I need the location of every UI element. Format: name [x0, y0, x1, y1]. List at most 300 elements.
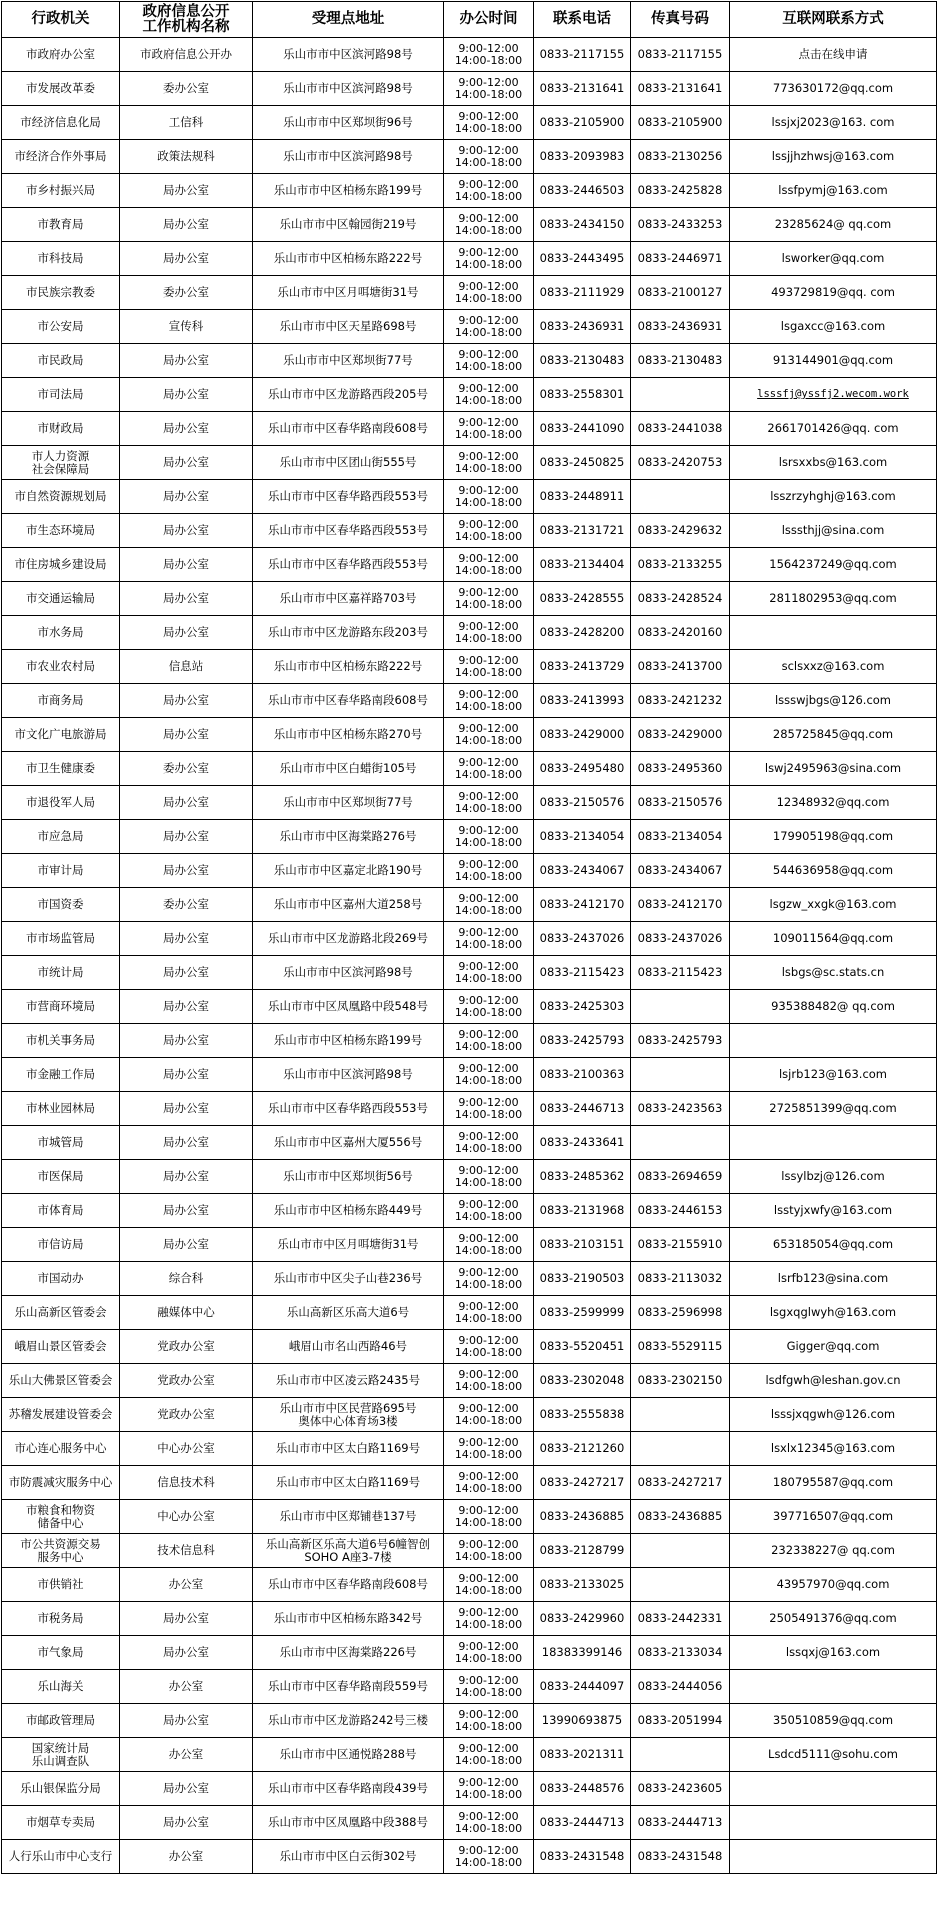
cell-hours: 9:00-12:00 14:00-18:00 — [444, 1670, 534, 1704]
table-row — [2, 1160, 937, 1194]
cell-agency: 市城管局 — [2, 1126, 120, 1160]
cell-agency: 市粮食和物资 储备中心 — [2, 1500, 120, 1534]
cell-office: 局办公室 — [120, 412, 253, 446]
cell-address: 乐山高新区乐高大道6号6幢智创 SOHO A座3-7楼 — [253, 1534, 444, 1568]
cell-office: 局办公室 — [120, 1636, 253, 1670]
table-row — [2, 786, 937, 820]
cell-phone: 0833-2190503 — [534, 1262, 631, 1296]
cell-address: 乐山市市中区柏杨东路449号 — [253, 1194, 444, 1228]
cell-address: 乐山市市中区凤凰路中段388号 — [253, 1806, 444, 1840]
cell-address: 乐山市市中区春华路南段559号 — [253, 1670, 444, 1704]
cell-hours: 9:00-12:00 14:00-18:00 — [444, 344, 534, 378]
cell-fax: 0833-2429632 — [631, 514, 730, 548]
table-body — [2, 38, 937, 1874]
cell-internet[interactable]: lsworker@qq.com — [730, 242, 937, 276]
cell-office: 局办公室 — [120, 242, 253, 276]
cell-fax — [631, 990, 730, 1024]
cell-phone: 0833-2428200 — [534, 616, 631, 650]
cell-phone: 0833-2434150 — [534, 208, 631, 242]
cell-phone: 0833-2131721 — [534, 514, 631, 548]
cell-phone: 0833-2130483 — [534, 344, 631, 378]
table-row — [2, 1840, 937, 1874]
cell-address: 乐山市市中区柏杨东路199号 — [253, 174, 444, 208]
cell-agency: 市国资委 — [2, 888, 120, 922]
cell-hours: 9:00-12:00 14:00-18:00 — [444, 1738, 534, 1772]
cell-phone: 0833-2413729 — [534, 650, 631, 684]
cell-hours: 9:00-12:00 14:00-18:00 — [444, 1024, 534, 1058]
cell-internet[interactable]: lssjjhzhwsj@163.com — [730, 140, 937, 174]
cell-internet — [730, 616, 937, 650]
cell-address: 乐山市市中区翰园街219号 — [253, 208, 444, 242]
cell-internet — [730, 1772, 937, 1806]
cell-phone: 0833-2121260 — [534, 1432, 631, 1466]
cell-office: 局办公室 — [120, 1160, 253, 1194]
cell-address: 乐山市市中区凌云路2435号 — [253, 1364, 444, 1398]
table-row — [2, 1228, 937, 1262]
cell-internet[interactable]: sclsxxz@163.com — [730, 650, 937, 684]
table-row — [2, 1500, 937, 1534]
table-row — [2, 990, 937, 1024]
cell-fax: 0833-2134054 — [631, 820, 730, 854]
cell-hours: 9:00-12:00 14:00-18:00 — [444, 820, 534, 854]
table-row — [2, 174, 937, 208]
cell-agency: 市公安局 — [2, 310, 120, 344]
cell-office: 局办公室 — [120, 174, 253, 208]
cell-agency: 市政府办公室 — [2, 38, 120, 72]
cell-office: 局办公室 — [120, 1228, 253, 1262]
cell-internet[interactable]: 773630172@qq.com — [730, 72, 937, 106]
cell-fax: 0833-2431548 — [631, 1840, 730, 1874]
cell-phone: 0833-2495480 — [534, 752, 631, 786]
cell-agency: 市生态环境局 — [2, 514, 120, 548]
cell-hours: 9:00-12:00 14:00-18:00 — [444, 412, 534, 446]
cell-address: 乐山市市中区海棠路276号 — [253, 820, 444, 854]
cell-fax — [631, 1126, 730, 1160]
cell-office: 局办公室 — [120, 480, 253, 514]
cell-office: 综合科 — [120, 1262, 253, 1296]
cell-internet[interactable]: 935388482@ qq.com — [730, 990, 937, 1024]
cell-internet[interactable]: 285725845@qq.com — [730, 718, 937, 752]
cell-internet[interactable]: lsrfb123@sina.com — [730, 1262, 937, 1296]
cell-address: 乐山市市中区滨河路98号 — [253, 1058, 444, 1092]
cell-office: 局办公室 — [120, 1126, 253, 1160]
cell-internet[interactable]: 397716507@qq.com — [730, 1500, 937, 1534]
cell-hours: 9:00-12:00 14:00-18:00 — [444, 1296, 534, 1330]
cell-office: 局办公室 — [120, 1602, 253, 1636]
cell-phone: 0833-2441090 — [534, 412, 631, 446]
cell-phone: 0833-2021311 — [534, 1738, 631, 1772]
cell-office: 局办公室 — [120, 684, 253, 718]
table-row — [2, 752, 937, 786]
cell-office: 工信科 — [120, 106, 253, 140]
cell-agency: 市税务局 — [2, 1602, 120, 1636]
cell-office: 办公室 — [120, 1840, 253, 1874]
cell-address: 乐山市市中区龙游路北段269号 — [253, 922, 444, 956]
cell-agency: 市邮政管理局 — [2, 1704, 120, 1738]
cell-phone: 0833-2485362 — [534, 1160, 631, 1194]
cell-agency: 市经济信息化局 — [2, 106, 120, 140]
cell-fax — [631, 1534, 730, 1568]
cell-phone: 0833-2105900 — [534, 106, 631, 140]
cell-hours: 9:00-12:00 14:00-18:00 — [444, 1126, 534, 1160]
cell-fax: 0833-5529115 — [631, 1330, 730, 1364]
cell-office: 局办公室 — [120, 854, 253, 888]
cell-phone: 0833-2427217 — [534, 1466, 631, 1500]
cell-hours: 9:00-12:00 14:00-18:00 — [444, 310, 534, 344]
cell-internet[interactable]: lssswjbgs@126.com — [730, 684, 937, 718]
cell-internet[interactable]: 493729819@qq. com — [730, 276, 937, 310]
cell-hours: 9:00-12:00 14:00-18:00 — [444, 1636, 534, 1670]
cell-phone: 0833-2131641 — [534, 72, 631, 106]
cell-office: 局办公室 — [120, 616, 253, 650]
cell-fax: 0833-2421232 — [631, 684, 730, 718]
cell-fax: 0833-2100127 — [631, 276, 730, 310]
cell-address: 乐山市市中区春华路南段439号 — [253, 1772, 444, 1806]
cell-phone: 0833-2111929 — [534, 276, 631, 310]
cell-internet[interactable]: 1564237249@qq.com — [730, 548, 937, 582]
cell-hours: 9:00-12:00 14:00-18:00 — [444, 1704, 534, 1738]
cell-fax: 0833-2131641 — [631, 72, 730, 106]
table-row — [2, 1602, 937, 1636]
cell-agency: 乐山大佛景区管委会 — [2, 1364, 120, 1398]
table-row — [2, 1126, 937, 1160]
cell-hours: 9:00-12:00 14:00-18:00 — [444, 106, 534, 140]
cell-phone: 0833-2444713 — [534, 1806, 631, 1840]
table-row — [2, 72, 937, 106]
cell-phone: 0833-2093983 — [534, 140, 631, 174]
table-row — [2, 242, 937, 276]
cell-address: 乐山高新区乐高大道6号 — [253, 1296, 444, 1330]
cell-agency: 市气象局 — [2, 1636, 120, 1670]
cell-office: 局办公室 — [120, 548, 253, 582]
cell-fax: 0833-2412170 — [631, 888, 730, 922]
cell-phone: 0833-2133025 — [534, 1568, 631, 1602]
cell-internet[interactable]: lswj2495963@sina.com — [730, 752, 937, 786]
table-row — [2, 1296, 937, 1330]
cell-fax: 0833-2444056 — [631, 1670, 730, 1704]
cell-hours: 9:00-12:00 14:00-18:00 — [444, 786, 534, 820]
cell-phone: 0833-2448911 — [534, 480, 631, 514]
cell-phone: 0833-2117155 — [534, 38, 631, 72]
cell-fax — [631, 1432, 730, 1466]
cell-address: 乐山市市中区通悦路288号 — [253, 1738, 444, 1772]
cell-address: 乐山市市中区团山街555号 — [253, 446, 444, 480]
cell-address: 乐山市市中区天星路698号 — [253, 310, 444, 344]
cell-internet[interactable]: 点击在线申请 — [730, 38, 937, 72]
cell-fax — [631, 1398, 730, 1432]
cell-address: 乐山市市中区柏杨东路199号 — [253, 1024, 444, 1058]
table-row — [2, 956, 937, 990]
cell-address: 峨眉山市名山西路46号 — [253, 1330, 444, 1364]
cell-address: 乐山市市中区柏杨东路342号 — [253, 1602, 444, 1636]
cell-fax — [631, 1738, 730, 1772]
table-row — [2, 378, 937, 412]
cell-fax: 0833-2427217 — [631, 1466, 730, 1500]
cell-internet[interactable]: 179905198@qq.com — [730, 820, 937, 854]
cell-phone: 0833-2429960 — [534, 1602, 631, 1636]
cell-hours: 9:00-12:00 14:00-18:00 — [444, 1160, 534, 1194]
cell-office: 局办公室 — [120, 1024, 253, 1058]
cell-internet — [730, 1024, 937, 1058]
cell-address: 乐山市市中区月咡塘街31号 — [253, 276, 444, 310]
cell-hours: 9:00-12:00 14:00-18:00 — [444, 1330, 534, 1364]
header-phone: 联系电话 — [534, 2, 631, 38]
table-row — [2, 446, 937, 480]
cell-internet[interactable]: 180795587@qq.com — [730, 1466, 937, 1500]
cell-fax — [631, 1058, 730, 1092]
cell-agency: 市水务局 — [2, 616, 120, 650]
cell-phone: 13990693875 — [534, 1704, 631, 1738]
table-row — [2, 1466, 937, 1500]
cell-phone: 0833-2302048 — [534, 1364, 631, 1398]
cell-internet[interactable]: lsgzw_xxgk@163.com — [730, 888, 937, 922]
cell-internet[interactable]: 544636958@qq.com — [730, 854, 937, 888]
cell-address: 乐山市市中区春华路南段608号 — [253, 412, 444, 446]
table-row — [2, 1534, 937, 1568]
cell-hours: 9:00-12:00 14:00-18:00 — [444, 1466, 534, 1500]
cell-fax: 0833-2694659 — [631, 1160, 730, 1194]
cell-fax: 0833-2433253 — [631, 208, 730, 242]
cell-address: 乐山市市中区郑坝街56号 — [253, 1160, 444, 1194]
cell-address: 乐山市市中区嘉州大厦556号 — [253, 1126, 444, 1160]
table-row — [2, 650, 937, 684]
cell-office: 办公室 — [120, 1568, 253, 1602]
cell-internet[interactable]: lsjrb123@163.com — [730, 1058, 937, 1092]
cell-office: 政策法规科 — [120, 140, 253, 174]
cell-agency: 市公共资源交易 服务中心 — [2, 1534, 120, 1568]
table-row — [2, 1738, 937, 1772]
cell-office: 局办公室 — [120, 1772, 253, 1806]
cell-fax: 0833-2436931 — [631, 310, 730, 344]
cell-hours: 9:00-12:00 14:00-18:00 — [444, 1364, 534, 1398]
cell-address: 乐山市市中区柏杨东路222号 — [253, 650, 444, 684]
cell-agency: 市统计局 — [2, 956, 120, 990]
cell-agency: 乐山高新区管委会 — [2, 1296, 120, 1330]
cell-agency: 市医保局 — [2, 1160, 120, 1194]
cell-agency: 市司法局 — [2, 378, 120, 412]
cell-phone: 0833-2150576 — [534, 786, 631, 820]
cell-office: 局办公室 — [120, 378, 253, 412]
cell-address: 乐山市市中区太白路1169号 — [253, 1432, 444, 1466]
cell-address: 乐山市市中区春华路西段553号 — [253, 548, 444, 582]
cell-address: 乐山市市中区春华路南段608号 — [253, 1568, 444, 1602]
table-row — [2, 480, 937, 514]
cell-internet[interactable]: lsgxqglwyh@163.com — [730, 1296, 937, 1330]
cell-fax: 0833-2130256 — [631, 140, 730, 174]
cell-internet[interactable]: 109011564@qq.com — [730, 922, 937, 956]
table-row — [2, 854, 937, 888]
cell-phone: 0833-2450825 — [534, 446, 631, 480]
cell-phone: 0833-2599999 — [534, 1296, 631, 1330]
cell-internet[interactable]: lsstyjxwfy@163.com — [730, 1194, 937, 1228]
cell-hours: 9:00-12:00 14:00-18:00 — [444, 548, 534, 582]
cell-office: 市政府信息公开办 — [120, 38, 253, 72]
cell-phone: 0833-2115423 — [534, 956, 631, 990]
cell-office: 局办公室 — [120, 956, 253, 990]
cell-office: 技术信息科 — [120, 1534, 253, 1568]
cell-office: 局办公室 — [120, 344, 253, 378]
cell-internet[interactable]: lsrsxxbs@163.com — [730, 446, 937, 480]
cell-office: 局办公室 — [120, 922, 253, 956]
directory-table — [1, 1, 937, 1874]
cell-internet[interactable]: lsssjxqgwh@126.com — [730, 1398, 937, 1432]
cell-phone: 0833-2436931 — [534, 310, 631, 344]
cell-phone: 0833-2446713 — [534, 1092, 631, 1126]
cell-internet[interactable]: lsssthjj@sina.com — [730, 514, 937, 548]
cell-internet[interactable]: lsszrzyhghj@163.com — [730, 480, 937, 514]
cell-agency: 市科技局 — [2, 242, 120, 276]
cell-agency: 市自然资源规划局 — [2, 480, 120, 514]
cell-internet[interactable]: Gigger@qq.com — [730, 1330, 937, 1364]
cell-hours: 9:00-12:00 14:00-18:00 — [444, 922, 534, 956]
cell-agency: 市发展改革委 — [2, 72, 120, 106]
cell-internet[interactable]: lsxlx12345@163.com — [730, 1432, 937, 1466]
cell-agency: 市烟草专卖局 — [2, 1806, 120, 1840]
cell-hours: 9:00-12:00 14:00-18:00 — [444, 582, 534, 616]
cell-phone: 0833-2412170 — [534, 888, 631, 922]
cell-internet[interactable]: 2505491376@qq.com — [730, 1602, 937, 1636]
cell-agency: 市人力资源 社会保障局 — [2, 446, 120, 480]
header-fax: 传真号码 — [631, 2, 730, 38]
cell-internet[interactable]: lsssfj@yssfj2.wecom.work — [730, 378, 937, 412]
table-row — [2, 1670, 937, 1704]
cell-office: 信息技术科 — [120, 1466, 253, 1500]
cell-office: 局办公室 — [120, 582, 253, 616]
cell-fax: 0833-2113032 — [631, 1262, 730, 1296]
cell-hours: 9:00-12:00 14:00-18:00 — [444, 242, 534, 276]
cell-agency: 市乡村振兴局 — [2, 174, 120, 208]
cell-internet[interactable]: 12348932@qq.com — [730, 786, 937, 820]
table-row — [2, 1262, 937, 1296]
cell-internet[interactable]: 2661701426@qq. com — [730, 412, 937, 446]
cell-internet — [730, 1670, 937, 1704]
table-row — [2, 1330, 937, 1364]
cell-fax: 0833-2425793 — [631, 1024, 730, 1058]
cell-office: 局办公室 — [120, 1704, 253, 1738]
cell-fax: 0833-2437026 — [631, 922, 730, 956]
cell-agency: 市市场监管局 — [2, 922, 120, 956]
cell-phone: 0833-2103151 — [534, 1228, 631, 1262]
header-row — [2, 2, 937, 38]
cell-hours: 9:00-12:00 14:00-18:00 — [444, 1228, 534, 1262]
cell-office: 局办公室 — [120, 786, 253, 820]
cell-internet[interactable]: 2725851399@qq.com — [730, 1092, 937, 1126]
cell-phone: 0833-2558301 — [534, 378, 631, 412]
cell-office: 党政办公室 — [120, 1364, 253, 1398]
cell-internet[interactable]: 43957970@qq.com — [730, 1568, 937, 1602]
cell-office: 融媒体中心 — [120, 1296, 253, 1330]
cell-address: 乐山市市中区凤凰路中段548号 — [253, 990, 444, 1024]
table-row — [2, 1024, 937, 1058]
cell-hours: 9:00-12:00 14:00-18:00 — [444, 276, 534, 310]
cell-agency: 市应急局 — [2, 820, 120, 854]
cell-office: 委办公室 — [120, 72, 253, 106]
cell-phone: 0833-2555838 — [534, 1398, 631, 1432]
cell-hours: 9:00-12:00 14:00-18:00 — [444, 140, 534, 174]
cell-address: 乐山市市中区海棠路226号 — [253, 1636, 444, 1670]
cell-fax: 0833-2425828 — [631, 174, 730, 208]
cell-phone: 0833-2128799 — [534, 1534, 631, 1568]
cell-internet[interactable]: lsgaxcc@163.com — [730, 310, 937, 344]
cell-agency: 市营商环境局 — [2, 990, 120, 1024]
cell-hours: 9:00-12:00 14:00-18:00 — [444, 1432, 534, 1466]
cell-hours: 9:00-12:00 14:00-18:00 — [444, 1840, 534, 1874]
cell-address: 乐山市市中区白云街302号 — [253, 1840, 444, 1874]
table-row — [2, 514, 937, 548]
cell-internet[interactable]: 350510859@qq.com — [730, 1704, 937, 1738]
cell-office: 党政办公室 — [120, 1398, 253, 1432]
cell-agency: 市审计局 — [2, 854, 120, 888]
cell-internet[interactable]: lssjxj2023@163. com — [730, 106, 937, 140]
cell-fax: 0833-2051994 — [631, 1704, 730, 1738]
cell-fax: 0833-2446153 — [631, 1194, 730, 1228]
cell-agency: 峨眉山景区管委会 — [2, 1330, 120, 1364]
cell-phone: 0833-2448576 — [534, 1772, 631, 1806]
cell-office: 中心办公室 — [120, 1500, 253, 1534]
cell-internet[interactable]: 232338227@ qq.com — [730, 1534, 937, 1568]
cell-hours: 9:00-12:00 14:00-18:00 — [444, 1262, 534, 1296]
cell-office: 局办公室 — [120, 1092, 253, 1126]
table-row — [2, 888, 937, 922]
cell-address: 乐山市市中区春华路西段553号 — [253, 480, 444, 514]
table-row — [2, 140, 937, 174]
cell-fax: 0833-2130483 — [631, 344, 730, 378]
cell-internet[interactable]: lssqxj@163.com — [730, 1636, 937, 1670]
cell-phone: 0833-2425303 — [534, 990, 631, 1024]
cell-internet[interactable]: lssylbzj@126.com — [730, 1160, 937, 1194]
cell-hours: 9:00-12:00 14:00-18:00 — [444, 650, 534, 684]
table-row — [2, 1806, 937, 1840]
cell-agency: 乐山海关 — [2, 1670, 120, 1704]
cell-hours: 9:00-12:00 14:00-18:00 — [444, 1534, 534, 1568]
cell-hours: 9:00-12:00 14:00-18:00 — [444, 38, 534, 72]
cell-hours: 9:00-12:00 14:00-18:00 — [444, 1058, 534, 1092]
cell-address: 乐山市市中区月咡塘街31号 — [253, 1228, 444, 1262]
cell-internet[interactable]: lsdfgwh@leshan.gov.cn — [730, 1364, 937, 1398]
table-row — [2, 1194, 937, 1228]
cell-office: 办公室 — [120, 1670, 253, 1704]
cell-agency: 市国动办 — [2, 1262, 120, 1296]
cell-office: 局办公室 — [120, 990, 253, 1024]
table-row — [2, 684, 937, 718]
cell-fax: 0833-2429000 — [631, 718, 730, 752]
cell-agency: 国家统计局 乐山调查队 — [2, 1738, 120, 1772]
cell-phone: 0833-2413993 — [534, 684, 631, 718]
cell-internet[interactable]: 653185054@qq.com — [730, 1228, 937, 1262]
cell-address: 乐山市市中区嘉祥路703号 — [253, 582, 444, 616]
cell-internet[interactable]: 913144901@qq.com — [730, 344, 937, 378]
cell-hours: 9:00-12:00 14:00-18:00 — [444, 208, 534, 242]
cell-phone: 0833-2436885 — [534, 1500, 631, 1534]
table-row — [2, 1398, 937, 1432]
cell-office: 党政办公室 — [120, 1330, 253, 1364]
table-row — [2, 922, 937, 956]
cell-internet[interactable]: 2811802953@qq.com — [730, 582, 937, 616]
table-row — [2, 582, 937, 616]
table-row — [2, 1364, 937, 1398]
cell-internet[interactable]: lssfpymj@163.com — [730, 174, 937, 208]
cell-address: 乐山市市中区白蜡街105号 — [253, 752, 444, 786]
cell-internet[interactable]: lsbgs@sc.stats.cn — [730, 956, 937, 990]
cell-phone: 18383399146 — [534, 1636, 631, 1670]
cell-fax: 0833-2413700 — [631, 650, 730, 684]
header-address: 受理点地址 — [253, 2, 444, 38]
cell-fax: 0833-2442331 — [631, 1602, 730, 1636]
cell-internet[interactable]: Lsdcd5111@sohu.com — [730, 1738, 937, 1772]
cell-internet[interactable]: 23285624@ qq.com — [730, 208, 937, 242]
table-row — [2, 412, 937, 446]
cell-agency: 市体育局 — [2, 1194, 120, 1228]
